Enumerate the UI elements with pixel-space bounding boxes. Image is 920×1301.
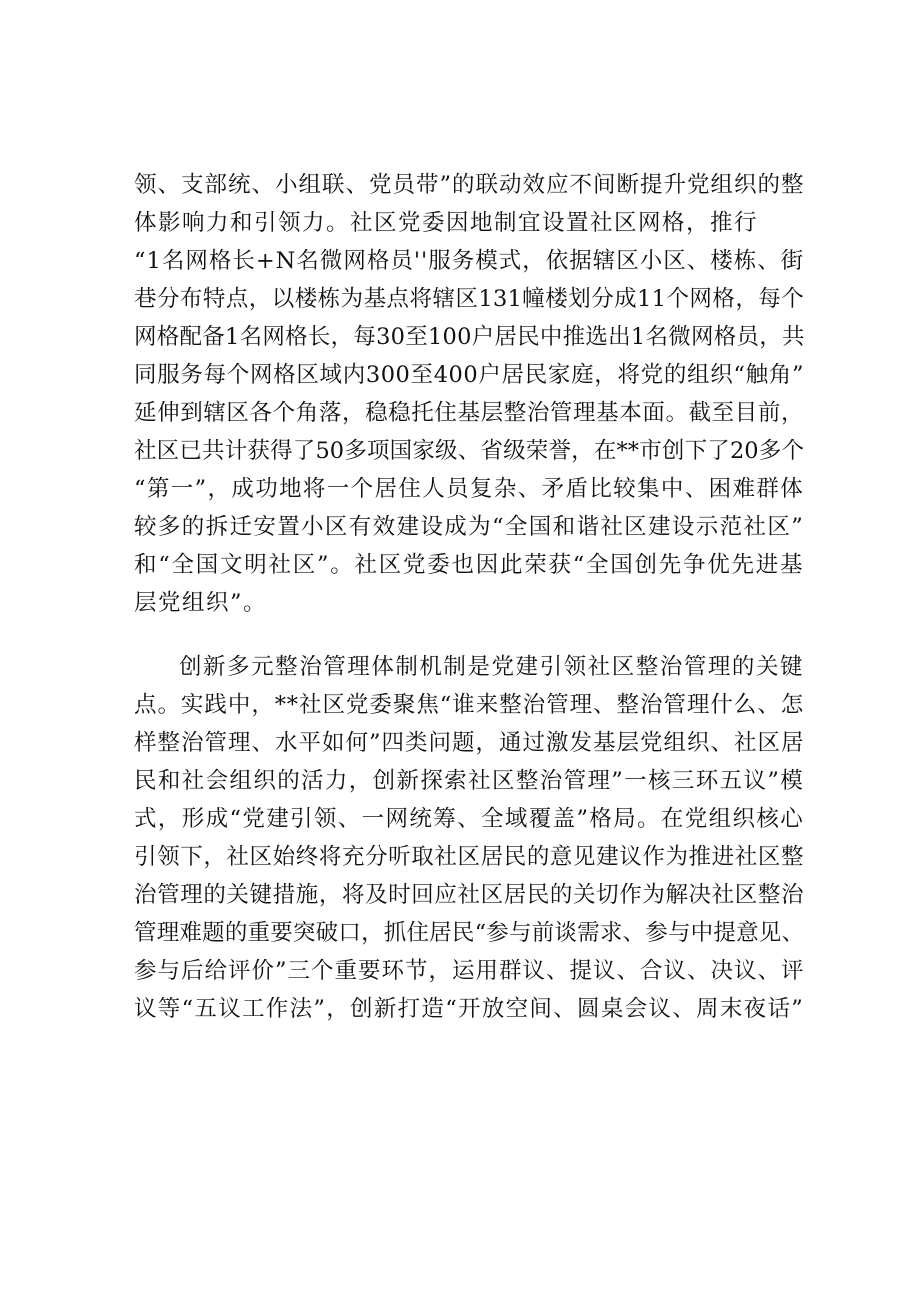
text-line: 参与后给评价”三个重要环节，运用群议、提议、合议、决议、评 — [134, 958, 805, 984]
document-body — [134, 166, 804, 1028]
text-line: 议等“五议工作法”，创新打造“开放空间、圆桌会议、周末夜话” — [134, 996, 804, 1022]
text-line: 延伸到辖区各个角落，稳稳托住基层整治管理基本面。截至目前， — [134, 400, 804, 426]
text-line: 和“全国文明社区”。社区党委也因此荣获“全国创先争优先进基 — [134, 552, 804, 578]
paragraph-1 — [134, 166, 804, 622]
text-line: 领、支部统、小组联、党员带”的联动效应不间断提升党组织的整 — [134, 172, 805, 198]
text-line: 较多的拆迁安置小区有效建设成为“全国和谐社区建设示范社区” — [134, 514, 804, 540]
text-line: 民和社会组织的活力，创新探索社区整治管理”一核三环五议”模 — [134, 768, 804, 794]
text-line: 治管理的关键措施，将及时回应社区居民的关切作为解决社区整治 — [134, 882, 804, 908]
text-line: 网格配备1名网格长，每30至100户居民中推选出1名微网格员，共 — [134, 324, 805, 350]
text-line: 引领下，社区始终将充分听取社区居民的意见建议作为推进社区整 — [134, 844, 804, 870]
text-line: 社区已共计获得了50多项国家级、省级荣誉，在**市创下了20多个 — [134, 438, 804, 464]
text-line: 式，形成“党建引领、一网统筹、全域覆盖”格局。在党组织核心 — [134, 806, 804, 832]
paragraph-2 — [134, 648, 804, 1028]
paragraph-spacer — [134, 622, 804, 648]
text-line: “1名网格长+N名微网格员''服务模式，依据辖区小区、楼栋、街 — [134, 248, 805, 274]
text-line: 管理难题的重要突破口，抓住居民“参与前谈需求、参与中提意见、 — [134, 920, 804, 946]
text-line: 创新多元整治管理体制机制是党建引领社区整治管理的关键 — [179, 654, 804, 680]
text-line: “第一”，成功地将一个居住人员复杂、矛盾比较集中、困难群体 — [134, 476, 804, 502]
text-line: 层党组织”。 — [134, 590, 268, 616]
text-line: 样整治管理、水平如何”四类问题，通过激发基层党组织、社区居 — [134, 730, 805, 756]
text-line: 体影响力和引领力。社区党委因地制宜设置社区网格，推行 — [134, 210, 759, 236]
text-line: 点。实践中，**社区党委聚焦“谁来整治管理、整治管理什么、怎 — [134, 692, 804, 718]
text-line: 巷分布特点，以楼栋为基点将辖区131幢楼划分成11个网格，每个 — [134, 286, 804, 312]
text-line: 同服务每个网格区域内300至400户居民家庭，将党的组织“触角” — [134, 362, 804, 388]
